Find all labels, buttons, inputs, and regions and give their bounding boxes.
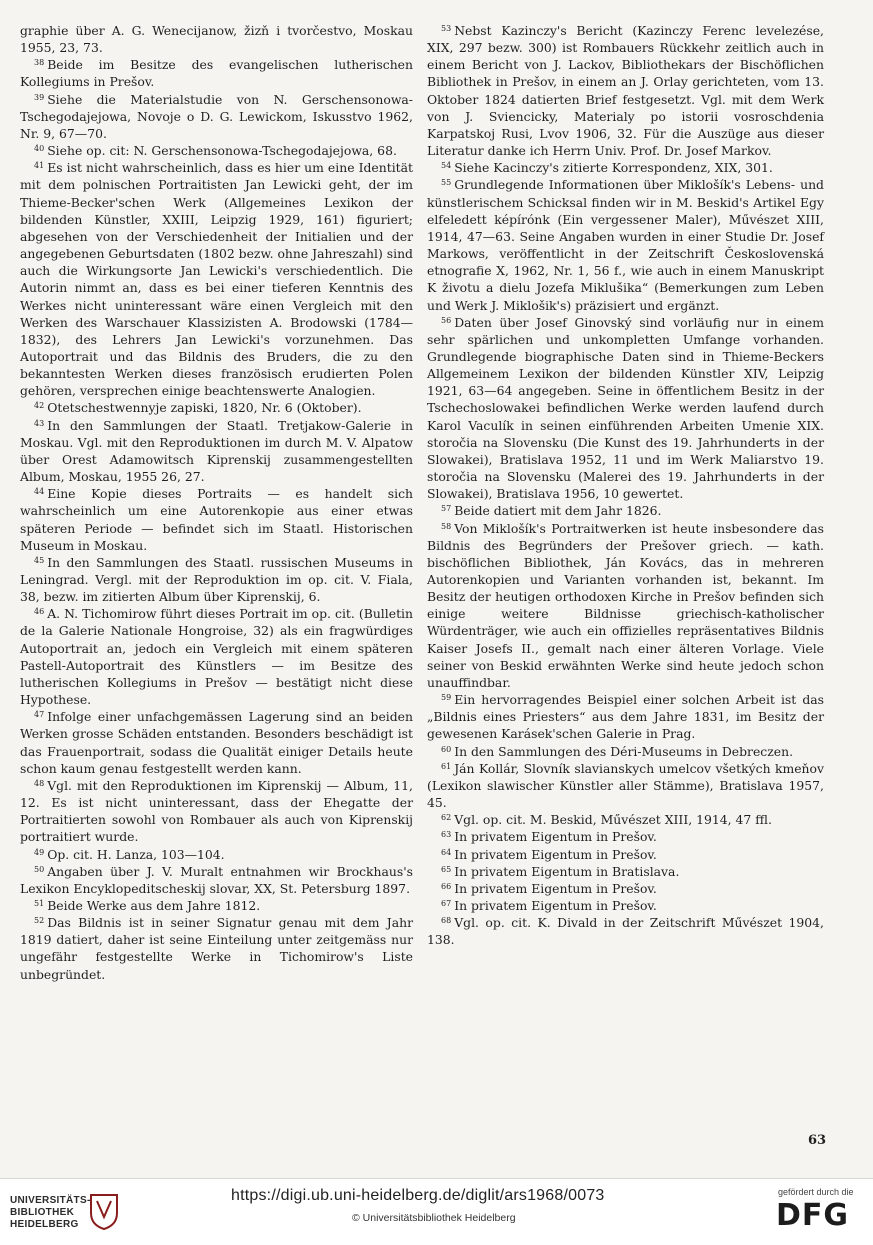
footnote	[20, 91, 413, 142]
footnote	[427, 743, 824, 760]
footnote-text: Das Bildnis ist in seiner Signatur genau mit dem Jahr 1819 datiert, daher ist seine Einteilung unter zeitgemäss nur ungefähr festgestellte Werke in Tichomirow's Liste unbegründet.	[20, 915, 413, 982]
footnote	[427, 914, 824, 948]
footnote	[427, 176, 824, 313]
footnote-text: Infolge einer unfachgemässen Lagerung sind an beiden Werken grosse Schäden entstanden. Besonders beschädigt ist das Frauenportrait, sodass die Qualität einiger Details heute schon kaum genau festgestellt werden kann.	[20, 709, 413, 776]
footnotes-right-column	[427, 22, 824, 948]
footnote	[427, 897, 824, 914]
viewer-footer	[0, 1178, 873, 1245]
footnote-number: 63	[441, 830, 452, 840]
footnote	[20, 417, 413, 486]
footnote-number: 66	[441, 881, 452, 891]
footnote-number: 51	[34, 898, 45, 908]
footnote	[427, 846, 824, 863]
footnote-number: 54	[441, 161, 452, 171]
footnote-text: Vgl. mit den Reproduktionen im Kiprenskij — Album, 11, 12. Es ist nicht uninteressant, dass der Ehegatte der Portraitierten sowohl von Rombauer als auch von Kiprenskij portraitiert wurde.	[20, 777, 413, 845]
footnote-text: In den Sammlungen des Déri-Museums in Debreczen.	[454, 743, 794, 759]
footnote-text: Vgl. op. cit. K. Divald in der Zeitschrift Művészet 1904, 138.	[427, 915, 824, 948]
dfg-logo[interactable]: DFG	[776, 1198, 850, 1233]
footnote-number: 46	[34, 607, 45, 617]
footnote-text: In den Sammlungen des Staatl. russischen Museums in Leningrad. Vergl. mit der Reproduktion im op. cit. V. Fiala, 38, bezw. im zitierten Album über Kiprenskij, 6.	[20, 554, 413, 605]
footnote-text: Vgl. op. cit. M. Beskid, Művészet XIII, 1914, 47 ffl.	[454, 812, 772, 828]
footnote-text: Von Miklošík's Portraitwerken ist heute insbesondere das Bildnis des Begründers der Prešover griech. — kath. bischöflichen Bibliothek, Ján Kovács, das in mehreren Autorenkopien und Varianten vorhanden ist, bekannt. Im Besitz der heutigen orthodoxen Kirche in Prešov befinden sich einige weitere Bildnisse griechisch-katholischer Würdenträger, wie auch ein offizielles repräsentatives Bildnis Kaiser Josefs II., gemalt nach einer älteren Vorlage. Viele seiner von Beskid erwähnten Werke sind heute jedoch schon unauffindbar.	[427, 520, 824, 690]
footnote-text: Op. cit. H. Lanza, 103—104.	[47, 846, 225, 862]
footnote	[20, 554, 413, 605]
heidelberg-crest-icon	[87, 1191, 121, 1231]
footnote	[427, 863, 824, 880]
footnote-text: Eine Kopie dieses Portraits — es handelt sich wahrscheinlich um eine Autorenkopie aus einer etwas späteren Periode — befindet sich im Staatl. Historischen Museum in Moskau.	[20, 486, 413, 553]
footnote-text: Angaben über J. V. Muralt entnahmen wir Brockhaus's Lexikon Encyklopeditscheskij slovar, XX, St. Petersburg 1897.	[20, 863, 413, 896]
footnote-number: 49	[34, 847, 45, 857]
footnote-text: In privatem Eigentum in Prešov.	[454, 880, 657, 896]
footnote-number: 68	[441, 916, 452, 926]
footnote	[427, 520, 824, 692]
footnote-text: Otetschestwennyje zapiski, 1820, Nr. 6 (Oktober).	[47, 400, 362, 416]
footnote-number: 44	[34, 487, 45, 497]
footnote-number: 48	[34, 778, 45, 788]
footnote-text: Siehe Kacinczy's zitierte Korrespondenz, XIX, 301.	[454, 160, 773, 176]
footnote-number: 59	[441, 693, 452, 703]
footnote	[20, 708, 413, 777]
footnote-text: In privatem Eigentum in Prešov.	[454, 829, 657, 845]
footnote	[427, 22, 824, 159]
footnote-text: In den Sammlungen der Staatl. Tretjakow-Galerie in Moskau. Vgl. mit den Reproduktionen im durch M. V. Alpatow über Orest Adamowitsch Kiprenskij zusammengestellten Album, Moskau, 1955 26, 27.	[20, 417, 413, 485]
footnote-number: 39	[34, 92, 45, 102]
footnote-number: 45	[34, 555, 45, 565]
footnote	[427, 880, 824, 897]
page-number: 63	[808, 1133, 827, 1148]
footnote-number: 42	[34, 401, 45, 411]
copyright-notice: © Universitätsbibliothek Heidelberg	[352, 1212, 516, 1224]
footnote	[20, 22, 413, 56]
footnote-text: In privatem Eigentum in Prešov.	[454, 897, 657, 913]
footnote-text: In privatem Eigentum in Bratislava.	[454, 863, 680, 879]
footnote-text: Es ist nicht wahrscheinlich, dass es hier um eine Identität mit dem polnischen Portraitisten Jan Lewicki geht, der im Thieme-Becker'schen Werk (Allgemeines Lexikon der bildenden Künstler, XXIII, Leipzig 1929, 161) figuriert; abgesehen von der Verschiedenheit der Initialien und der angegebenen Geburtsdaten (1802 bezw. ohne Jahreszahl) sind auch die Wirkungsorte Jan Lewicki's verschiedentlich. Die Autorin nimmt an, dass es bei einer tieferen Kenntnis des Werkes nicht uninteressant wäre einen Vergleich mit den Werken des Warschauer Klassizisten A. Brodowski (1784—1832), des Lehrers Jan Lewicki's vorzunehmen. Das Autoportrait und das Bildnis des Bruders, die zu den bekanntesten Werken dieses französisch erudierten Polen gehören, versprechen einige beachtenswerte Analogien.	[20, 160, 413, 399]
footnote-text: Beide im Besitze des evangelischen lutherischen Kollegiums in Prešov.	[20, 57, 413, 90]
footnote-number: 47	[34, 710, 45, 720]
footnote-number: 55	[441, 178, 452, 188]
footnote-text: graphie über A. G. Wenecijanow, žizň i tvorčestvo, Moskau 1955, 23, 73.	[20, 23, 413, 56]
footnote	[427, 760, 824, 811]
footnote-number: 38	[34, 58, 45, 68]
footnote	[20, 159, 413, 399]
footnote	[427, 502, 824, 519]
footnote-text: In privatem Eigentum in Prešov.	[454, 846, 657, 862]
footnote-text: Beide datiert mit dem Jahr 1826.	[454, 503, 662, 519]
footnotes-left-column	[20, 22, 413, 983]
funding-note: gefördert durch die	[778, 1187, 854, 1197]
permalink-url[interactable]: https://digi.ub.uni-heidelberg.de/diglit/ars1968/0073	[231, 1187, 605, 1204]
footnote-number: 40	[34, 144, 45, 154]
footnote-number: 50	[34, 864, 45, 874]
footnote-number: 62	[441, 813, 452, 823]
university-library-logo[interactable]: UNIVERSITÄTS- BIBLIOTHEK HEIDELBERG	[10, 1195, 91, 1230]
footnote-text: Ein hervorragendes Beispiel einer solchen Arbeit ist das „Bildnis eines Priesters“ aus dem Jahre 1831, im Besitz der gewesenen Karásek'schen Galerie in Prag.	[427, 692, 824, 742]
footnote	[20, 863, 413, 897]
footnote-text: Siehe die Materialstudie von N. Gerschensonowa-Tschegodajejowa, Novoje o D. G. Lewickom, Iskusstvo 1962, Nr. 9, 67—70.	[20, 91, 413, 141]
footnote-number: 58	[441, 521, 452, 531]
footnote-text: A. N. Tichomirow führt dieses Portrait im op. cit. (Bulletin de la Galerie Nationale Hongroise, 32) als ein fragwürdiges Autoportrait an, jedoch ein Vergleich mit einem späteren Pastell-Autoportrait des Künstlers — im Besitze des lutherischen Kollegiums in Prešov — bestätigt nicht diese Hypothese.	[20, 606, 413, 708]
footnote	[20, 897, 413, 914]
footnote-text: Siehe op. cit: N. Gerschensonowa-Tschegodajejowa, 68.	[47, 143, 397, 159]
footnote	[20, 485, 413, 554]
footnote-text: Ján Kollár, Slovník slavianskych umelcov všetkých kmeňov (Lexikon slawischer Künstler aller Stämme), Bratislava 1957, 45.	[427, 760, 824, 811]
footnote	[20, 142, 413, 159]
footnote-number: 56	[441, 315, 452, 325]
footnote	[20, 777, 413, 846]
footnote-number: 61	[441, 761, 452, 771]
footnote-text: Daten über Josef Ginovský sind vorläufig nur in einem sehr spärlichen und unkompletten Umfange vorhanden. Grundlegende biographische Daten sind in Thieme-Beckers Allgemeinem Lexikon der bildenden Künstler XIV, Leipzig 1921, 63—64 angegeben. Seine in öffentlichem Besitz in der Tschechoslowakei befindlichen Werke werden laufend durch Karol Vaculík in seinen einführenden Arbeiten Umenie XIX. storočia na Slovensku (Die Kunst des 19. Jahrhunderts in der Slowakei), Bratislava 1952, 11 und im Werk Maliarstvo 19. storočia na Slovensku (Malerei des 19. Jahrhunderts in der Slowakei), Bratislava 1956, 10 gewertet.	[427, 314, 824, 502]
footnote	[427, 314, 824, 503]
footnote	[20, 846, 413, 863]
footnote-number: 57	[441, 504, 452, 514]
footnote	[20, 399, 413, 416]
footnote-number: 41	[34, 161, 45, 171]
footnote	[20, 914, 413, 983]
footnote-number: 43	[34, 418, 45, 428]
footnote	[427, 811, 824, 828]
footnote-number: 64	[441, 847, 452, 857]
footnote	[427, 828, 824, 845]
footnote	[427, 159, 824, 176]
footnote-text: Grundlegende Informationen über Miklošík's Lebens- und künstlerischem Schicksal finden wir in M. Beskid's Artikel Egy elfeledett képírónk (Ein vergessener Maler), Művészet XIII, 1914, 47—63. Seine Angaben wurden in einer Studie Dr. Josef Markows, veröffentlicht in der Zeitschrift Československá etnografie X, 1962, Nr. 1, 56 f., wie auch in einem Manuskript K životu a dielu Jozefa Miklušika“ (Bemerkungen zum Leben und Werk J. Miklošik's) präzisiert und ergänzt.	[427, 177, 824, 313]
footnote-number: 60	[441, 744, 452, 754]
footnote-number: 52	[34, 916, 45, 926]
footnote	[427, 691, 824, 742]
footnote-text: Beide Werke aus dem Jahre 1812.	[47, 897, 261, 913]
footnote-text: Nebst Kazinczy's Bericht (Kazinczy Ferenc levelezése, XIX, 297 bezw. 300) ist Rombauers Rückkehr zeitlich auch in einem Bericht von J. Lackov, Bibliothekars der Bischöflichen Bibliothek in Prešov, in einem an J. Orlay gerichteten, vom 13. Oktober 1824 datierten Brief festgesetzt. Vgl. mit dem Werk von J. Sviencicky, Materialy po istorii vosroschdenia Karpatskoj Rusi, Lvov 1906, 32. Für die Auszüge aus dieser Literatur danke ich Herrn Univ. Prof. Dr. Josef Markov.	[427, 23, 824, 159]
footnote-number: 67	[441, 898, 452, 908]
footnote	[20, 56, 413, 90]
footnote-number: 53	[441, 24, 452, 33]
footnote-number: 65	[441, 864, 452, 874]
footnote	[20, 605, 413, 708]
